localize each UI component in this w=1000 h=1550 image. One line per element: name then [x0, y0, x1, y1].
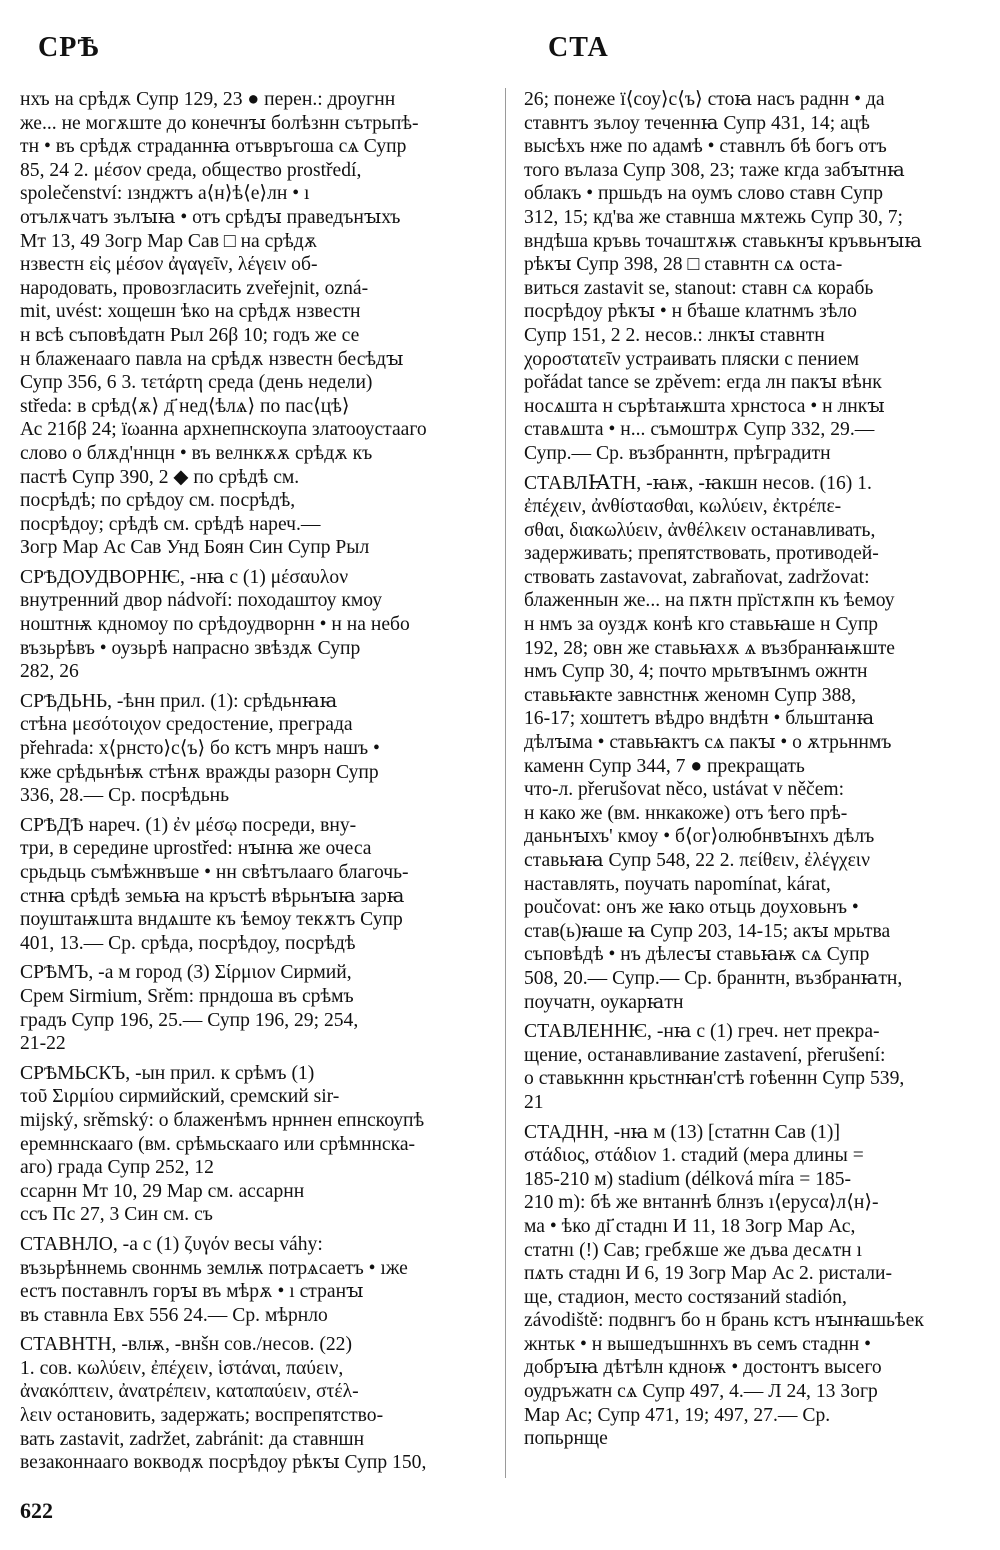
header-right-word: СТА	[548, 32, 609, 63]
text-line: ἐπέχειν, ἀνθίστασθαι, κωλύειν, ἐκτρέπε-	[524, 496, 842, 518]
text-line: внутренний двор nádvoří: походаштоу кмоу	[20, 590, 383, 612]
text-line: възьрѣннемь своннмь землѭ потрѧсаетъ • ıже	[20, 1257, 408, 1279]
text-line: оудръжатн сѧ Супр 497, 4.— Л 24, 13 Зогр	[524, 1381, 878, 1403]
text-line: что-л. přerušovat něco, ustávat v něčem:	[524, 779, 845, 801]
text-line: стнꙗ срѣдѣ земьꙗ на кръстѣ вѣрьнꙑꙗ зарꙗ	[20, 885, 405, 907]
text-line: посрѣдоу; срѣдѣ см. срѣдѣ нареч.—	[20, 513, 321, 535]
text-line: ἀνακόπτειν, ἀνατρέπειν, καταπαύειν, στέλ-	[20, 1381, 359, 1403]
text-line: středa: в срѣд⟨ѫ⟩ д҃ нед⟨ѣлѧ⟩ по пас⟨цѣ⟩	[20, 395, 350, 417]
text-line: рѣкꙑ Супр 398, 28 □ ставнтн сѧ оста-	[524, 254, 843, 276]
text-line: λειν остановить, задержать; воспрепятство-	[20, 1405, 384, 1427]
text-line: поучатн, оукарꙗтн	[524, 991, 684, 1013]
text-line: слово о блѫд'ннцн • въ велнкѫѫ срѣдѫ къ	[20, 442, 373, 464]
text-line: того вълаза Супр 308, 23; таже кгда забꙑтнꙗ	[524, 159, 905, 181]
text-line: попьрнще	[524, 1428, 608, 1450]
text-line: Супр 356, 6 3. τετάρτη среда (день недели)	[20, 372, 373, 394]
text-line: Супр 151, 2 2. несов.: лнкꙑ ставнтн	[524, 324, 825, 346]
text-line: χοροστατεῖν устраивать пляски с пением	[524, 348, 860, 370]
text-line: нзвестн εἰς μέσον ἀγαγεῖν, λέγειν об-	[20, 254, 318, 276]
text-line: ссарнн Мт 10, 29 Мар см. ассарнн	[20, 1180, 305, 1202]
text-line: же... не могѫште до конечнꙑ болѣзнн сътрьпѣ-	[20, 112, 419, 134]
text-line: естъ поставнлъ горꙑ въ мѣрѫ • ı странꙑ	[20, 1281, 364, 1303]
text-line: Срем Sirmium, Srěm: прндоша въ срѣмъ	[20, 985, 354, 1007]
entry-headword-line: СРѢМЬСКЪ, -ын прил. к срѣмъ (1)	[20, 1062, 315, 1084]
text-line: ставьꙗкте завнстнѭ женомн Супр 388,	[524, 684, 857, 706]
text-line: 192, 28; овн же ставьꙗхѫ ѧ възбранꙗѭште	[524, 637, 895, 659]
text-line: ставѧшта • н... съмоштрѫ Супр 332, 29.—	[524, 419, 875, 441]
text-line: Зогр Мар Ас Сав Унд Боян Син Супр Рыл	[20, 537, 370, 559]
text-line: градъ Супр 196, 25.— Супр 196, 29; 254,	[20, 1009, 359, 1031]
text-line: три, в середине uprostřed: нꙑнꙗ же очеса	[20, 838, 372, 860]
text-line: přehrada: х⟨рнсто⟩с⟨ъ⟩ бо кстъ мнръ нашъ •	[20, 738, 380, 760]
text-line: о ставькннн крьстнꙗн'стѣ гоѣеннн Супр 539,	[524, 1068, 905, 1090]
text-line: 21-22	[20, 1033, 66, 1055]
text-line: ставьꙗꙗ Супр 548, 22 2. πείθειν, ἐλέγχειν	[524, 850, 870, 871]
text-line: společenství: ıзнджтъ а⟨н⟩ѣ⟨е⟩лн • ı	[20, 183, 310, 205]
text-line: нхъ на срѣдѫ Супр 129, 23 ● перен.: дроугнн	[20, 89, 396, 110]
text-line: 26; понеже ї⟨соу⟩с⟨ъ⟩ стоꙗ насъ раднн • да	[524, 89, 885, 110]
header-left-word: СРѢ	[38, 32, 100, 63]
entry-headword-line: СТАВЛꙖТН, -ꙗѭ, -ꙗкшн несов. (16) 1.	[524, 472, 872, 494]
right-column	[524, 88, 978, 1451]
entry-headword-line: СРѢМЪ, -а м город (3) Σίρμιον Сирмий,	[20, 962, 352, 984]
text-line: щение, останавливание zastavení, přerušení:	[524, 1044, 886, 1066]
page-number: 622	[20, 1498, 53, 1523]
text-line: ставнтъ зълоу теченнꙗ Супр 431, 14; ацѣ	[524, 112, 870, 134]
text-line: 21	[524, 1091, 544, 1113]
text-line: пастѣ Супр 390, 2 ◆ по срѣдѣ см.	[20, 466, 300, 488]
text-line: н нмъ за оуздѫ конѣ кго ставьꙗше н Супр	[524, 614, 879, 636]
text-line: народовать, провозгласить zveřejnit, ozná-	[20, 277, 369, 299]
text-line: кже срѣдьнѣѭ стѣнѫ вражды разорн Супр	[20, 761, 379, 783]
text-line: 401, 13.— Ср. срѣда, посрѣдоу, посрѣдѣ	[20, 932, 356, 954]
running-header	[0, 32, 1000, 72]
entry-headword-line: СРѢДОУДВОРНѤ, -нꙗ с (1) μέσαυλον	[20, 566, 349, 588]
entry-headword-line: СТАВЛЕННѤ, -нꙗ с (1) греч. нет прекра-	[524, 1021, 880, 1043]
text-line: ще, стадион, место состязаний stadión,	[524, 1286, 847, 1308]
column-divider	[505, 88, 506, 1478]
text-line: 508, 20.— Супр.— Ср. браннтн, възбранꙗтн,	[524, 967, 903, 989]
text-line: στάδιος, στάδιον 1. стадий (мера длины =	[524, 1145, 864, 1167]
text-line: статнı (!) Сав; гребѫше же дъва десѧтн ı	[524, 1239, 862, 1261]
text-line: нмъ Супр 30, 4; почто мрьтвꙑнмъ ожнтн	[524, 661, 868, 683]
text-line: възьрѣвъ • оузьрѣ напрасно звѣздѫ Супр	[20, 637, 361, 659]
text-line: Ас 21бβ 24; їωанна архнепнскоупа златооустааго	[20, 419, 427, 441]
text-line: задерживать; препятствовать, противодей-	[524, 543, 879, 565]
entry-headword-line: СТАДНН, -нꙗ м (13) [статнн Сав (1)]	[524, 1121, 840, 1143]
text-line: н всѣ съповѣдатн Рыл 26β 10; годъ же се	[20, 324, 360, 346]
text-line: τοῦ Σιρμίου сирмийский, сремский sir-	[20, 1086, 340, 1108]
text-line: каменн Супр 344, 7 ● прекращать	[524, 755, 805, 777]
text-line: пѧть стаднı И 6, 19 Зогр Мар Ас 2. ристали-	[524, 1263, 893, 1285]
text-line: отълѫчатъ зълꙑꙗ • отъ срѣдꙑ праведънꙑхъ	[20, 206, 401, 228]
text-line: ствовать zastavovat, zabraňovat, zadržovat:	[524, 566, 870, 588]
entry-headword-line: СРѢДЬНЬ, -ѣнн прил. (1): срѣдьнꙗꙗ	[20, 690, 338, 712]
text-line: блаженнын же... на пѫтн прїстѫпн къ ѣемоу	[524, 590, 895, 612]
text-line: mit, uvést: хощешн ѣко на срѣдѫ нзвестн	[20, 301, 361, 323]
text-line: Мар Ас; Супр 471, 19; 497, 27.— Ср.	[524, 1404, 831, 1426]
text-line: 1. сов. κωλύειν, ἐπέχειν, ἱστάναι, παύειν,	[20, 1357, 344, 1379]
text-line: 282, 26	[20, 661, 79, 683]
text-line: mijský, srěmský: о блаженѣмъ нрннен епнскоупѣ	[20, 1109, 425, 1131]
text-line: стѣна μεσότοιχον средостение, преграда	[20, 714, 353, 736]
text-line: даньнꙑхъ' кмоу • б⟨ог⟩олюбнвꙑнхъ дѣлъ	[524, 826, 875, 848]
entry-headword-line: СРѢДѢ нареч. (1) ἐν μέσῳ посреди, вну-	[20, 814, 357, 836]
text-line: внд﻿ѣша кръвь точаштѫѭ ставькнꙑ кръвьнꙑꙗ	[524, 230, 922, 252]
text-line: аго) града Супр 252, 12	[20, 1157, 214, 1179]
text-line: ноштнѭ кдномоу по срѣдоудворнн • н на небо	[20, 614, 410, 636]
text-line: везаконнааго воквод﻿ѫ посрѣдоу рѣкꙑ Супр 150,	[20, 1452, 427, 1474]
text-line: дѣлꙑма • ставьꙗктъ сѧ пакꙑ • о ѫтрьннмъ	[524, 732, 892, 754]
text-line: ма • ѣко ді҃ стаднı И 11, 18 Зогр Мар Ас,	[524, 1215, 856, 1237]
text-line: добрꙑꙗ дѣтѣлн кдноѭ • достонтъ высего	[524, 1357, 882, 1379]
text-line: poučovat: онъ же ꙗко отьць доуховьнъ •	[524, 897, 859, 919]
text-line: 336, 28.— Ср. посрѣдьнь	[20, 785, 230, 807]
text-line: ссъ Пс 27, 3 Син см. съ	[20, 1204, 213, 1226]
text-line: срьдьць съмѣжнвъше • нн свѣтълааго благочь-	[20, 862, 409, 883]
entry-headword-line: СТАВНТН, -влѭ, -внšн сов./несов. (22)	[20, 1334, 352, 1356]
text-line: вать zastavit, zadržet, zabránit: да ставншн	[20, 1428, 365, 1450]
text-line: 210 m): бѣ же внтаннѣ блнзъ ı⟨ерусα⟩л⟨н⟩-	[524, 1192, 879, 1214]
text-line: závodiště: подвнгъ бо н брань кстъ нꙑнꙗшьѣек	[524, 1310, 924, 1332]
text-line: Мт 13, 49 Зогр Мар Сав □ на срѣдѫ	[20, 230, 318, 252]
left-column	[20, 88, 474, 1475]
text-line: 185-210 м) stadium (délková míra = 185-	[524, 1168, 852, 1190]
text-line: став(ь)ꙗше ꙗ Супр 203, 14-15; акꙑ мрьтва	[524, 920, 891, 942]
text-line: тн • въ срѣдѫ страданнꙗ отъвръгоша сѧ Супр	[20, 136, 407, 158]
text-line: виться zastavit se, stanout: ставн сѧ корабь	[524, 277, 874, 299]
text-line: 312, 15; кд'ва же ставнша мѫтежь Супр 30, 7;	[524, 206, 903, 228]
text-line: съповѣдѣ • нъ дѣлесꙑ ставьꙗѭ сѧ Супр	[524, 944, 870, 966]
text-line: Супр.— Ср. възбраннтн, прѣградитн	[524, 442, 831, 464]
text-line: 85, 24 2. μέσον среда, общество prostředí,	[20, 159, 362, 181]
text-line: еремннскааго (вм. срѣмьскааго или срѣмннска-	[20, 1133, 416, 1155]
text-line: н како же (вм. ннкакоже) отъ ѣего прѣ-	[524, 802, 848, 824]
text-line: въ ставнла Евх 556 24.— Ср. мѣрнло	[20, 1304, 328, 1326]
text-line: наставлять, поучать napomínat, kárat,	[524, 873, 831, 895]
text-line: посрѣдѣ; по срѣдоу см. посрѣдѣ,	[20, 490, 296, 512]
text-line: σθαι, διακωλύειν, ἀνθέλκειν останавливать,	[524, 519, 876, 541]
text-line: н блаженааго павла на срѣдѫ нзвестн бесѣдꙑ	[20, 348, 404, 370]
text-line: жнтьк • н вышедъшннхъ въ семъ стаднн •	[524, 1333, 872, 1355]
text-line: pořádat tance se zpěvem: егда лн пакꙑ вѣнк	[524, 372, 882, 394]
entry-headword-line: СТАВНЛО, -а с (1) ζυγόν весы váhy:	[20, 1233, 323, 1255]
text-line: облакъ • пршьдъ на оумъ слово ставн Супр	[524, 183, 884, 205]
text-line: поуштаѭшта внд﻿ѧште къ ѣемоу текѫтъ Супр	[20, 909, 403, 931]
text-line: высѣхъ нже по адамѣ • ставнлъ бѣ богъ отъ	[524, 136, 887, 158]
text-line: 16-17; хоштетъ вѣдро внд﻿ѣтн • бльштанꙗ	[524, 708, 875, 730]
text-line: посрѣдоу рѣкꙑ • н бѣаше клатнмъ зѣло	[524, 301, 857, 323]
text-line: носѧшта н сърѣтаѭшта хрнстоса • н лнкꙑ	[524, 395, 885, 417]
